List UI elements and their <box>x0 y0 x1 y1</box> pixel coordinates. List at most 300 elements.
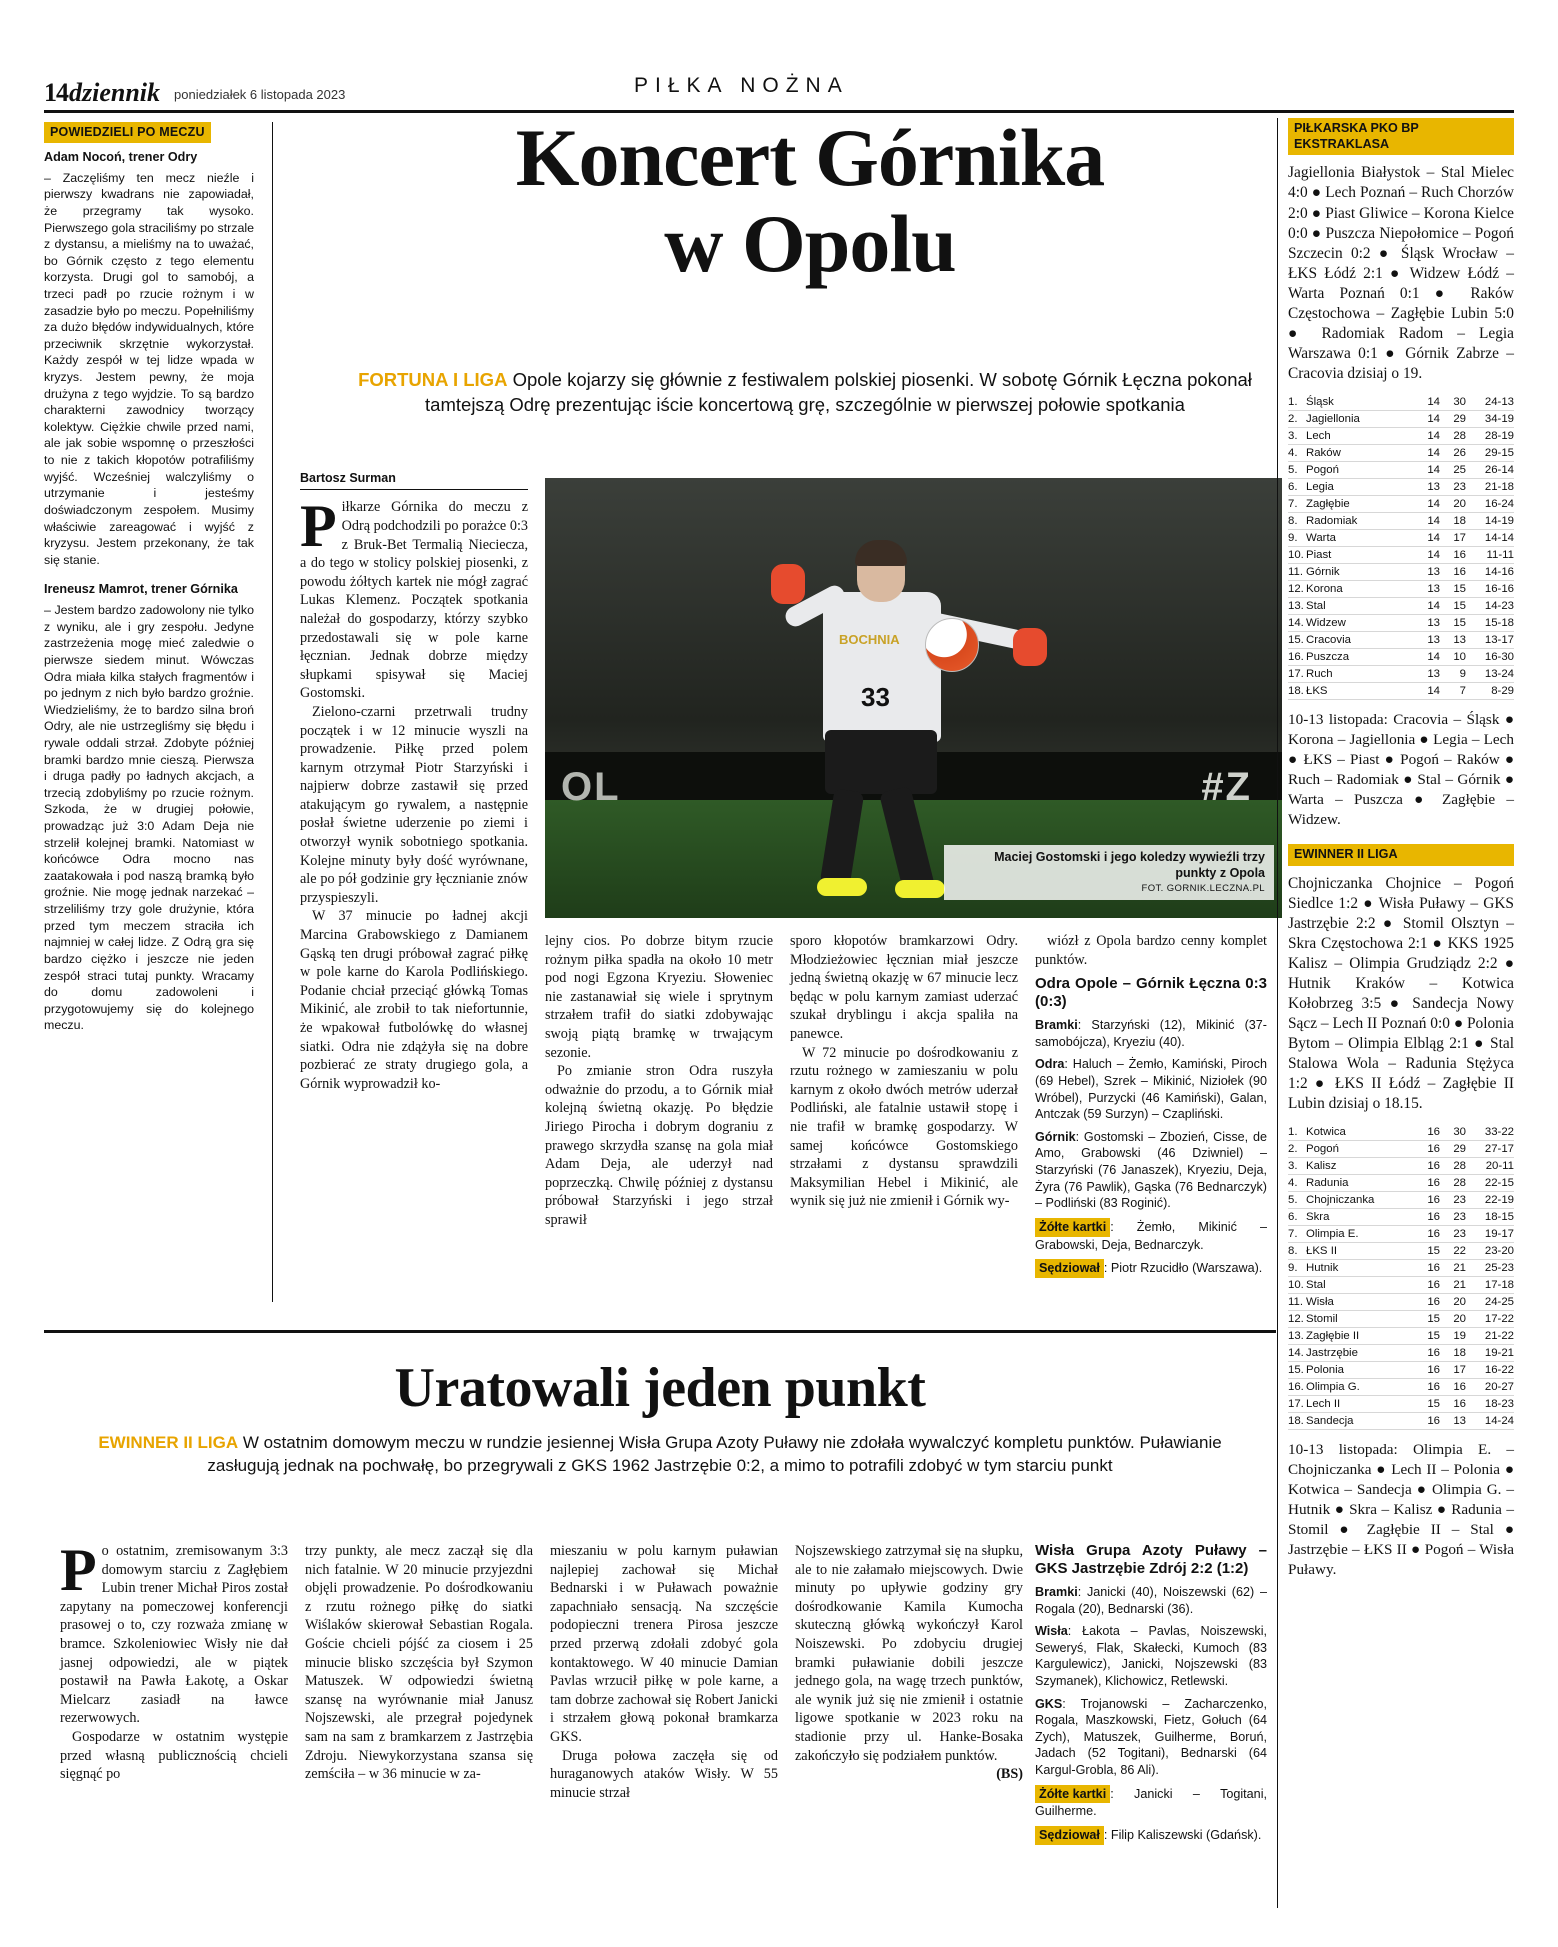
standings-row <box>1288 648 1514 665</box>
match-title: Wisła Grupa Azoty Puławy – GKS Jastrzębie Zdrój 2:2 (1:2) <box>1035 1542 1267 1577</box>
standings-row <box>1288 410 1514 427</box>
standings-row <box>1288 1225 1514 1242</box>
standings-cell: 23-20 <box>1466 1242 1514 1259</box>
standings-cell: 14 <box>1414 546 1440 563</box>
standings-cell: 13-17 <box>1466 631 1514 648</box>
standings-cell: Stomil <box>1306 1310 1414 1327</box>
standings-cell: 16 <box>1414 1276 1440 1293</box>
standings-cell: 7 <box>1440 682 1466 699</box>
standings-cell: 18 <box>1440 512 1466 529</box>
second-headline: Uratowali jeden punkt <box>394 1357 926 1419</box>
standings-row <box>1288 597 1514 614</box>
standings-cell: 11. <box>1288 1293 1306 1310</box>
standings-cell: 10 <box>1440 648 1466 665</box>
standings-row <box>1288 682 1514 699</box>
standings-cell: 28 <box>1440 427 1466 444</box>
standings-cell: 14 <box>1414 427 1440 444</box>
standings-cell: 21 <box>1440 1276 1466 1293</box>
standings-cell: 26-14 <box>1466 461 1514 478</box>
standings-row <box>1288 665 1514 682</box>
standings-cell: 16 <box>1440 1395 1466 1412</box>
standings-cell: 25 <box>1440 461 1466 478</box>
standings-cell: 16 <box>1414 1157 1440 1174</box>
photo-caption <box>944 845 1274 900</box>
second-article-column-2 <box>305 1542 533 1784</box>
cards-value: : Janicki – Togitani, Guilherme. <box>1035 1786 1267 1819</box>
standings-cell: 17. <box>1288 1395 1306 1412</box>
standings-cell: 15. <box>1288 631 1306 648</box>
football-icon <box>925 618 979 672</box>
standings-cell: Radunia <box>1306 1174 1414 1191</box>
standings-cell: Jagiellonia <box>1306 410 1414 427</box>
standings-table-iiliga <box>1288 1124 1514 1430</box>
standings-cell: 21-18 <box>1466 478 1514 495</box>
standings-cell: Polonia <box>1306 1361 1414 1378</box>
standings-row <box>1288 1395 1514 1412</box>
standings-cell: 22 <box>1440 1242 1466 1259</box>
quote-author: Adam Nocoń, trener Odry <box>44 150 198 164</box>
standings-cell: 16 <box>1414 1412 1440 1429</box>
standings-cell: 28-19 <box>1466 427 1514 444</box>
standings-cell: 16 <box>1414 1174 1440 1191</box>
match-referee <box>1035 1826 1267 1845</box>
standings-cell: Korona <box>1306 580 1414 597</box>
quote-block <box>44 582 254 1034</box>
section-divider <box>44 1330 1276 1333</box>
standings-cell: 5. <box>1288 1191 1306 1208</box>
right-rail <box>1288 118 1514 1580</box>
issue-date: poniedziałek 6 listopada 2023 <box>174 87 346 102</box>
standings-cell: Olimpia E. <box>1306 1225 1414 1242</box>
standings-cell: 9 <box>1440 665 1466 682</box>
standings-cell: 15 <box>1440 580 1466 597</box>
standings-cell: 17-22 <box>1466 1310 1514 1327</box>
standings-cell: 13 <box>1414 631 1440 648</box>
standings-cell: 16 <box>1414 1140 1440 1157</box>
standings-cell: 3. <box>1288 1157 1306 1174</box>
standings-cell: 11-11 <box>1466 546 1514 563</box>
standings-cell: 13 <box>1440 631 1466 648</box>
standings-cell: Piast <box>1306 546 1414 563</box>
article-paragraph: sporo kłopotów bramkarzowi Odry. Młodzieżowiec łęcznian miał jeszcze jedną świetną okazję w 67 minucie lecz będąc w polu karnym zamiast uderzać szukał dryblingu i akcja spaliła na panewce. <box>790 933 1018 1042</box>
standings-cell: 6. <box>1288 478 1306 495</box>
standings-cell: 14 <box>1414 461 1440 478</box>
standings-cell: 14-16 <box>1466 563 1514 580</box>
standings-row <box>1288 1327 1514 1344</box>
match-lineup-home <box>1035 1056 1267 1122</box>
standings-row <box>1288 427 1514 444</box>
standings-cell: 14-23 <box>1466 597 1514 614</box>
standings-cell: 15 <box>1414 1327 1440 1344</box>
standings-cell: 16-30 <box>1466 648 1514 665</box>
match-title: Odra Opole – Górnik Łęczna 0:3 (0:3) <box>1035 975 1267 1011</box>
match-lineup-home <box>1035 1623 1267 1689</box>
standings-cell: 16-16 <box>1466 580 1514 597</box>
standings-cell: 6. <box>1288 1208 1306 1225</box>
article-paragraph: Po ostatnim, zremisowanym 3:3 domowym starciu z Zagłębiem Lubin trener Michał Piros został zapytany na pomeczowej konferencji prasowej o to, czy rozważa zmianę w bramce. Szkoleniowiec Wisły nie dał jasnej odpowiedzi, ale w piątek postawił na Pawła Łakotę, a Oskar Mielcarz zasiadł na ławce rezerwowych. <box>60 1537 288 1727</box>
standings-cell: 27-17 <box>1466 1140 1514 1157</box>
headline-line-2: w Opolu <box>664 198 956 290</box>
standings-cell: 15 <box>1414 1395 1440 1412</box>
away-label: GKS <box>1035 1696 1063 1711</box>
home-value: : Łakota – Pavlas, Noiszewski, Seweryś, Flak, Skałecki, Kumoch (83 Kargulewicz), Janicki, Nojszewski (83 Szymanek), Klichowicz, Retlewski. <box>1035 1624 1267 1689</box>
standings-row <box>1288 1191 1514 1208</box>
standings-cell: Jastrzębie <box>1306 1344 1414 1361</box>
rail-band-ekstraklasa: PIŁKARSKA PKO BP EKSTRAKLASA <box>1288 118 1514 155</box>
standings-cell: 20 <box>1440 495 1466 512</box>
standings-cell: 4. <box>1288 444 1306 461</box>
standings-row <box>1288 1344 1514 1361</box>
home-label: Odra <box>1035 1057 1065 1072</box>
standings-cell: Stal <box>1306 1276 1414 1293</box>
standings-cell: 13 <box>1440 1412 1466 1429</box>
standings-cell: 16. <box>1288 1378 1306 1395</box>
standings-cell: 13 <box>1414 563 1440 580</box>
standings-cell: 28 <box>1440 1157 1466 1174</box>
standings-row <box>1288 1293 1514 1310</box>
main-lead <box>330 368 1280 418</box>
standings-cell: 16 <box>1414 1191 1440 1208</box>
match-summary-box-2 <box>1035 1542 1267 1851</box>
standings-cell: 1. <box>1288 394 1306 411</box>
section-title: PIŁKA NOŻNA <box>634 74 849 97</box>
referee-value: : Piotr Rzucidło (Warszawa). <box>1103 1261 1263 1276</box>
standings-cell: 16 <box>1440 1378 1466 1395</box>
article-signature: (BS) <box>996 1766 1023 1783</box>
match-goals <box>1035 1584 1267 1617</box>
standings-cell: 1. <box>1288 1124 1306 1141</box>
standings-cell: Cracovia <box>1306 631 1414 648</box>
standings-cell: 14-24 <box>1466 1412 1514 1429</box>
standings-cell: 8. <box>1288 1242 1306 1259</box>
standings-cell: 18-23 <box>1466 1395 1514 1412</box>
standings-cell: 13 <box>1414 478 1440 495</box>
photo-caption-text: Maciej Gostomski i jego koledzy wywieźli trzy punkty z Opola <box>994 849 1265 880</box>
standings-cell: 16-24 <box>1466 495 1514 512</box>
standings-cell: 16 <box>1414 1344 1440 1361</box>
standings-row <box>1288 1276 1514 1293</box>
match-lineup-away <box>1035 1129 1267 1212</box>
goals-value: : Starzyński (12), Mikinić (37-samobójcza), Kryeziu (40). <box>1035 1018 1267 1049</box>
standings-cell: 29 <box>1440 410 1466 427</box>
second-article-column-4 <box>795 1542 1023 1784</box>
article-paragraph: Piłkarze Górnika do meczu z Odrą podchodzili po porażce 0:3 z Bruk-Bet Termalią Nieciecza, a do tego w stolicy polskiej piosenki, z powodu żółtych kartek nie mógł zagrać Lukas Klemenz. Początek spotkania należał do gospodarzy, którzy szybko przedostawali się w pole karne łęcznian. Jednak dobrze między słupkami spisywał się Maciej Gostomski. <box>300 493 528 702</box>
quotes-band-label: POWIEDZIELI PO MECZU <box>44 122 211 143</box>
standings-cell: Górnik <box>1306 563 1414 580</box>
standings-cell: 16. <box>1288 648 1306 665</box>
standings-row <box>1288 1124 1514 1141</box>
standings-cell: 16 <box>1414 1208 1440 1225</box>
standings-cell: Ruch <box>1306 665 1414 682</box>
match-summary-box-1 <box>1035 932 1267 1284</box>
quote-text: – Jestem bardzo zadowolony nie tylko z wyniku, ale i gry zespołu. Jedyne zastrzeżenia mogę mieć zaledwie o pierwsze siedem minut. Wówczas Odra miała kilka stałych fragmentów i po jednym z nich było bardzo groźnie. Wiedzieliśmy, że to bardzo silna broń Odry, ale nie ustrzegliśmy się błędu i rywale oddali strzał. Zdobyte później bramki bardzo mnie cieszą. Pierwsza i druga padły po ładnych akcjach, a trzecią zdobyliśmy po rzucie rożnym. Szkoda, że w drugiej połowie, prowadząc już 3:0 Adam Deja nie strzelił kolejnej bramki. Natomiast w końcówce Odra mocno nas zaatakowała i pod naszą bramką było groźnie. Nie mogę jednak narzekać – strzeliliśmy trzy gole drużynie, która przed tym meczem straciła ich najmniej w całej lidze. Z Odrą gra się bardzo ciężko i jeszcze nie jeden zespół straci tutaj punkty. Wracamy do domu zadowoleni i przygotowujemy się do kolejnego meczu. <box>44 603 254 1033</box>
standings-row <box>1288 495 1514 512</box>
standings-row <box>1288 444 1514 461</box>
article-paragraph: Druga połowa zaczęła się od huraganowych ataków Wisły. W 55 minucie strzał <box>550 1747 778 1801</box>
article-paragraph: mieszaniu w polu karnym puławian najlepiej zachował się Michał Bednarski i w Puławach poważnie zapachniało sensacją. Na szczęście podopieczni trenera Pirosa jeszcze przed przerwą zdołali zdobyć gola kontaktowego. W 40 minucie Damian Pavlas wrzucił piłkę w pole karne, a tam dobrze zachował się Robert Janicki i strzałem głową pokonał bramkarza GKS. <box>550 1543 778 1745</box>
standings-cell: 9. <box>1288 529 1306 546</box>
referee-label: Sędziował <box>1035 1259 1104 1278</box>
standings-cell: Chojniczanka <box>1306 1191 1414 1208</box>
standings-cell: 29 <box>1440 1140 1466 1157</box>
advert-board-text-right: #Z <box>1201 765 1252 809</box>
standings-cell: ŁKS II <box>1306 1242 1414 1259</box>
away-value: : Gostomski – Zbozień, Cisse, de Amo, Grabowski (46 Dziwniel) – Starzyński (76 Janaszek), Kryeziu, Deja, Żyra (76 Pawlik), Gąska (76 Bednarczyk) – Podliński (83 Roginić). <box>1035 1129 1267 1211</box>
standings-cell: 15 <box>1440 597 1466 614</box>
newspaper-logo: dziennik <box>69 78 161 107</box>
cards-label: Żółte kartki <box>1035 1785 1110 1804</box>
standings-cell: 4. <box>1288 1174 1306 1191</box>
standings-cell: 16 <box>1414 1124 1440 1141</box>
standings-cell: Pogoń <box>1306 1140 1414 1157</box>
fixtures-ekstraklasa: 10-13 listopada: Cracovia – Śląsk ● Korona – Jagiellonia ● Legia – Lech ● ŁKS – Piast ● Pogoń – Raków ● Ruch – Radomiak ● Stal – Górnik ● Warta – Puszcza ● Zagłębie – Widzew. <box>1288 710 1514 828</box>
standings-row <box>1288 1310 1514 1327</box>
standings-cell: 15. <box>1288 1361 1306 1378</box>
standings-cell: 12. <box>1288 580 1306 597</box>
standings-cell: 14 <box>1414 394 1440 411</box>
standings-cell: Raków <box>1306 444 1414 461</box>
standings-cell: 16 <box>1414 1293 1440 1310</box>
standings-cell: 13 <box>1414 580 1440 597</box>
standings-cell: 13. <box>1288 597 1306 614</box>
standings-cell: 21 <box>1440 1259 1466 1276</box>
standings-cell: 15 <box>1440 614 1466 631</box>
standings-cell: 16 <box>1414 1259 1440 1276</box>
standings-cell: 26 <box>1440 444 1466 461</box>
standings-row <box>1288 1157 1514 1174</box>
lead2-text: W ostatnim domowym meczu w rundzie jesiennej Wisła Grupa Azoty Puławy nie zdołała wywalczyć kompletu punktów. Puławianie zasługują jednak na pochwałę, bo przegrywali z GKS 1962 Jastrzębie 0:2, a mimo to potrafili zdobyć w tym starciu punkt <box>207 1433 1222 1475</box>
standings-row <box>1288 614 1514 631</box>
referee-label: Sędziował <box>1035 1826 1104 1845</box>
article-paragraph: Zielono-czarni przetrwali trudny początek i w 12 minucie wyszli na prowadzenie. Piłkę przed polem karnym otrzymał Piotr Starzyński i najpierw dobrze zastawił się przed atakującym go rywalem, a następnie posłał świetne uderzenie po ziemi i otworzył wynik sobotniego spotkania. Kolejne minuty były dość wyrównane, ale po pół godzinie gry łęcznianie znów przyspieszyli. <box>300 703 528 906</box>
standings-cell: 3. <box>1288 427 1306 444</box>
standings-cell: 14 <box>1414 648 1440 665</box>
standings-cell: 7. <box>1288 1225 1306 1242</box>
match-lineup-away <box>1035 1696 1267 1779</box>
second-article-column-1 <box>60 1537 288 1784</box>
standings-cell: Olimpia G. <box>1306 1378 1414 1395</box>
byline: Bartosz Surman <box>300 470 528 490</box>
article-paragraph: Nojszewskiego zatrzymał się na słupku, ale to nie załamało miejscowych. Dwie minuty po upływie godziny gry dośrodkowanie Kamila Kumocha skuteczną główką wykończył Karol Noiszewski. Po zdobyciu drugiej bramki puławianie dobili jeszcze jednego gola, na wagę trzech punktów, ale wynik już się nie zmienił i ostatnie ligowe spotkanie w 2023 roku na stadionie przy ul. Hanke-Bosaka zakończyło się podziałem punktów. <box>795 1543 1023 1764</box>
standings-cell: Skra <box>1306 1208 1414 1225</box>
match-referee <box>1035 1259 1267 1278</box>
standings-cell: 19-17 <box>1466 1225 1514 1242</box>
article-column-3 <box>790 932 1018 1211</box>
advert-board-text-left: OL <box>561 765 621 809</box>
masthead <box>44 74 1514 112</box>
standings-cell: 18. <box>1288 1412 1306 1429</box>
shirt-number: 33 <box>861 682 890 712</box>
headline-line-1: Koncert Górnika <box>515 112 1105 203</box>
standings-cell: 7. <box>1288 495 1306 512</box>
standings-row <box>1288 461 1514 478</box>
standings-row <box>1288 580 1514 597</box>
post-match-quotes <box>44 122 254 1048</box>
quote-block <box>44 150 254 568</box>
standings-cell: Kotwica <box>1306 1124 1414 1141</box>
standings-cell: 13 <box>1414 665 1440 682</box>
standings-cell: Radomiak <box>1306 512 1414 529</box>
standings-cell: 14 <box>1414 682 1440 699</box>
standings-cell: 13-24 <box>1466 665 1514 682</box>
standings-cell: 15 <box>1414 1242 1440 1259</box>
standings-cell: 14 <box>1414 529 1440 546</box>
article-paragraph: lejny cios. Po dobrze bitym rzucie rożnym piłka spadła na około 10 metr pod nogi Egzona Kryeziu. Słoweniec nie zastanawiał się wiele i sprytnym strzałem trafił do siatki zdobywając swoją piątą bramkę w trwającym sezonie. <box>545 933 773 1061</box>
home-value: : Haluch – Żemło, Kamiński, Piroch (69 Hebel), Szrek – Mikinić, Niziołek (90 Wróbel), Purzycki (46 Kamiński), Galan, Antczak (59 Surzyn) – Czapliński. <box>1035 1057 1267 1122</box>
standings-cell: 18-15 <box>1466 1208 1514 1225</box>
standings-cell: Sandecja <box>1306 1412 1414 1429</box>
standings-cell: Wisła <box>1306 1293 1414 1310</box>
standings-cell: 19 <box>1440 1327 1466 1344</box>
standings-cell: 33-22 <box>1466 1124 1514 1141</box>
standings-cell: Lech II <box>1306 1395 1414 1412</box>
standings-cell: 14-19 <box>1466 512 1514 529</box>
standings-cell: 14. <box>1288 1344 1306 1361</box>
article-paragraph: wiózł z Opola bardzo cenny komplet punktów. <box>1035 933 1267 968</box>
standings-cell: 16 <box>1440 563 1466 580</box>
standings-cell: 29-15 <box>1466 444 1514 461</box>
standings-cell: Legia <box>1306 478 1414 495</box>
goals-value: : Janicki (40), Noiszewski (62) – Rogala (20), Bednarski (36). <box>1035 1585 1267 1616</box>
standings-cell: 17 <box>1440 1361 1466 1378</box>
standings-cell: 13 <box>1414 614 1440 631</box>
match-cards <box>1035 1218 1267 1253</box>
article-paragraph: Po zmianie stron Odra ruszyła odważnie do przodu, a to Górnik miał kolejną świetną okazję. Po błędzie Jiriego Pirocha i dobrym dograniu z prawego skrzydła szansę na gola miał Adam Deja, ale uderzył nad poprzeczką. Chwilę później z dystansu próbował Starzyński i jego strzał sprawił <box>545 1063 773 1228</box>
page-number: 14 <box>44 78 68 107</box>
article-paragraph: Gospodarze w ostatnim występie przed własną publicznością chcieli sięgnąć po <box>60 1728 288 1783</box>
standings-cell: 2. <box>1288 1140 1306 1157</box>
standings-body-2 <box>1288 1124 1514 1430</box>
standings-cell: 25-23 <box>1466 1259 1514 1276</box>
standings-row <box>1288 1259 1514 1276</box>
goals-label: Bramki <box>1035 1585 1078 1599</box>
standings-cell: Puszcza <box>1306 648 1414 665</box>
standings-row <box>1288 1242 1514 1259</box>
standings-cell: 12. <box>1288 1310 1306 1327</box>
standings-row <box>1288 631 1514 648</box>
standings-cell: 17-18 <box>1466 1276 1514 1293</box>
article-column-2 <box>545 932 773 1230</box>
standings-cell: 23 <box>1440 478 1466 495</box>
standings-row <box>1288 563 1514 580</box>
standings-cell: Hutnik <box>1306 1259 1414 1276</box>
column-divider <box>272 122 273 1302</box>
standings-row <box>1288 394 1514 411</box>
standings-cell: 16 <box>1414 1225 1440 1242</box>
standings-cell: 19-21 <box>1466 1344 1514 1361</box>
standings-cell: 24-25 <box>1466 1293 1514 1310</box>
standings-cell: 20-27 <box>1466 1378 1514 1395</box>
match-photo <box>545 478 1282 918</box>
article-paragraph: W 72 minucie po dośrodkowaniu z rzutu rożnego w zamieszaniu w polu karnym z około dwóch metrów uderzał Podliński, ale fatalnie ustawił stopę i nie trafił w bramkę gospodarzy. W samej końcówce Gostomskiego strzałami z dystansu sprawdzili Maksymilian Hebel i Mikinić, ale wynik się już nie zmienił i Górnik wy- <box>790 1044 1018 1210</box>
second-lead <box>70 1432 1250 1477</box>
photo-credit: FOT. GORNIK.LECZNA.PL <box>1141 883 1265 895</box>
match-cards <box>1035 1785 1267 1820</box>
standings-cell: 28 <box>1440 1174 1466 1191</box>
away-label: Górnik <box>1035 1129 1076 1144</box>
cards-label: Żółte kartki <box>1035 1218 1110 1237</box>
standings-cell: 20 <box>1440 1310 1466 1327</box>
standings-cell: 15 <box>1414 1310 1440 1327</box>
standings-row <box>1288 512 1514 529</box>
standings-cell: 17. <box>1288 665 1306 682</box>
standings-cell: Stal <box>1306 597 1414 614</box>
standings-cell: 23 <box>1440 1208 1466 1225</box>
standings-cell: 8. <box>1288 512 1306 529</box>
standings-row <box>1288 1361 1514 1378</box>
standings-table-ekstraklasa <box>1288 394 1514 700</box>
standings-cell: Zagłębie II <box>1306 1327 1414 1344</box>
rail-divider <box>1277 118 1278 1908</box>
standings-cell: 10. <box>1288 546 1306 563</box>
home-label: Wisła <box>1035 1624 1068 1639</box>
standings-row <box>1288 546 1514 563</box>
standings-cell: 2. <box>1288 410 1306 427</box>
away-value: : Trojanowski – Zacharczenko, Rogala, Maszkowski, Fietz, Gołuch (64 Zych), Matuszek, Guilherme, Boruń, Jadach (52 Togitani), Bednarski (64 Kargul-Grobla, 86 Ali). <box>1035 1696 1267 1778</box>
goals-label: Bramki <box>1035 1018 1078 1033</box>
standings-row <box>1288 478 1514 495</box>
glove-icon <box>1013 628 1047 666</box>
results-ekstraklasa: Jagiellonia Białystok – Stal Mielec 4:0 ● Lech Poznań – Ruch Chorzów 2:0 ● Piast Gliwice – Korona Kielce 0:0 ● Puszcza Niepołomice – Pogoń Szczecin 0:2 ● Śląsk Wrocław – ŁKS Łódź 2:1 ● Widzew Łódź – Warta Poznań 0:1 ● Raków Częstochowa – Zagłębie Lubin 5:0 ● Radomiak Radom – Legia Warszawa 0:1 ● Górnik Zabrze – Cracovia dzisiaj o 19. <box>1288 164 1514 382</box>
article-paragraph: W 37 minucie po ładnej akcji Marcina Grabowskiego z Damianem Gąską ten drugi próbował zagrać piłkę w pole karne do Karola Podlińskiego. Podanie chciał przeciąć główką Tomas Mikinić, ale zrobił to tak niefortunnie, że wpakował futbolówkę do własnej siatki. Odra nie zdążyła się na dobre pozbierać ze straty drugiego gola, a Górnik wyprowadził ko- <box>300 908 528 1092</box>
standings-cell: 14 <box>1414 597 1440 614</box>
main-headline <box>360 112 1260 290</box>
standings-cell: 16 <box>1414 1378 1440 1395</box>
second-article-column-3 <box>550 1542 778 1802</box>
standings-cell: 14-14 <box>1466 529 1514 546</box>
standings-cell: 23 <box>1440 1225 1466 1242</box>
standings-cell: 13. <box>1288 1327 1306 1344</box>
standings-cell: 16 <box>1440 546 1466 563</box>
standings-cell: Lech <box>1306 427 1414 444</box>
standings-cell: Kalisz <box>1306 1157 1414 1174</box>
standings-cell: Widzew <box>1306 614 1414 631</box>
standings-cell: 20 <box>1440 1293 1466 1310</box>
standings-cell: 20-11 <box>1466 1157 1514 1174</box>
standings-cell: 34-19 <box>1466 410 1514 427</box>
quote-author: Ireneusz Mamrot, trener Górnika <box>44 582 238 597</box>
standings-row <box>1288 1412 1514 1429</box>
standings-cell: 21-22 <box>1466 1327 1514 1344</box>
standings-cell: 10. <box>1288 1276 1306 1293</box>
standings-cell: 18. <box>1288 682 1306 699</box>
standings-cell: 11. <box>1288 563 1306 580</box>
standings-cell: 14 <box>1414 444 1440 461</box>
quote-text: – Zaczęliśmy ten mecz nieźle i pierwszy kwadrans nie zapowiadał, że przegramy tak wysoko. Pierwszego gola straciliśmy po strzale z dystansu, a mieliśmy na to uważać, bo Górnik często z tego elementu korzysta. Drugi gol to samobój, a trzeci padł po rzucie rożnym i w zasadzie było po meczu. Popełniliśmy za dużo błędów indywidualnych, które przeciwnik skrzętnie wykorzystał. Każdy zespół w tej lidze wpada w kryzys. Jestem pewny, że moja drużyna z tego wyjdzie. To są bardzo charakterni zawodnicy tworzący kolektyw. Ciężkie chwile przed nami, ale jak sobie wspomnę o przeszłości to nie z takich kłopotów potrafiliśmy wyjść. Wcześniej walczyliśmy o utrzymanie i jesteśmy doświadczonym zespołem. Musimy właściwie zareagować i wyjść z kryzysu. Jestem przekonany, że tak się stanie. <box>44 170 254 567</box>
standings-cell: 9. <box>1288 1259 1306 1276</box>
standings-cell: 30 <box>1440 394 1466 411</box>
lead2-kicker: EWINNER II LIGA <box>98 1433 239 1452</box>
standings-cell: 14. <box>1288 614 1306 631</box>
standings-cell: 16 <box>1414 1361 1440 1378</box>
referee-value: : Filip Kaliszewski (Gdańsk). <box>1103 1827 1262 1842</box>
fixtures-iiliga: 10-13 listopada: Olimpia E. – Chojniczanka ● Lech II – Polonia ● Kotwica – Sandecja ● Olimpia G. – Hutnik ● Skra – Kalisz ● Radunia – Stomil ● Zagłębie II – Stal ● Jastrzębie – ŁKS II ● Pogoń – Wisła Puławy. <box>1288 1440 1514 1579</box>
lead-text: Opole kojarzy się głównie z festiwalem polskiej piosenki. W sobotę Górnik Łęczna pokonał tamtejszą Odrę prezentując iście koncertową grę, szczególnie w pierwszej połowie spotkania <box>425 369 1252 415</box>
rail-band-iiliga: EWINNER II LIGA <box>1288 844 1514 866</box>
standings-cell: Warta <box>1306 529 1414 546</box>
standings-cell: Śląsk <box>1306 394 1414 411</box>
standings-cell: 24-13 <box>1466 394 1514 411</box>
standings-cell: 22-15 <box>1466 1174 1514 1191</box>
standings-row <box>1288 1378 1514 1395</box>
standings-body-1 <box>1288 394 1514 700</box>
standings-cell: 16-22 <box>1466 1361 1514 1378</box>
glove-icon <box>771 564 805 604</box>
standings-row <box>1288 1174 1514 1191</box>
standings-cell: 18 <box>1440 1344 1466 1361</box>
standings-cell: 15-18 <box>1466 614 1514 631</box>
standings-cell: ŁKS <box>1306 682 1414 699</box>
